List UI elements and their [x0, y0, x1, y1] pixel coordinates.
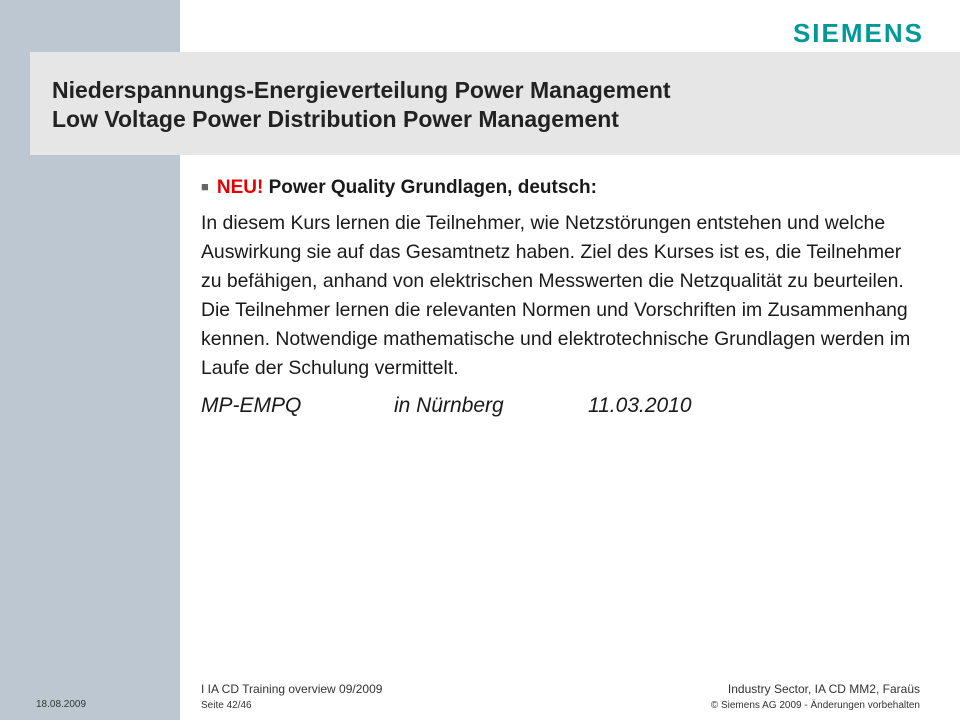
title-line-english: Low Voltage Power Distribution Power Management [52, 106, 619, 132]
course-heading [201, 174, 921, 203]
course-details [201, 391, 921, 421]
siemens-logo: SIEMENS [792, 18, 924, 48]
footer-course-overview: I IA CD Training overview 09/2009 [201, 682, 383, 696]
footer-organization: Industry Sector, IA CD MM2, Faraüs [727, 682, 920, 696]
course-code: MP-EMPQ [201, 394, 302, 417]
course-heading-text: Power Quality Grundlagen, deutsch: [263, 177, 597, 198]
slide-title [52, 76, 932, 134]
slide-content [201, 174, 921, 421]
footer-copyright: © Siemens AG 2009 - Änderungen vorbehalten [710, 700, 920, 711]
square-bullet-icon: ■ [201, 179, 209, 194]
footer-page-number: Seite 42/46 [201, 700, 252, 711]
title-line-german: Niederspannungs-Energieverteilung Power Management [52, 77, 671, 103]
course-description: In diesem Kurs lernen die Teilnehmer, wie Netzstörungen entstehen und welche Auswirkung sie auf das Gesamtnetz haben. Ziel des Kurses ist es, die Teilnehmer zu befähigen, anhand von elektrischen Messwerten die Netzqualität zu beurteilen. Die Teilnehmer lernen die relevanten Normen und Vorschriften im Zusammenhang kennen. Notwendige mathematische und elektrotechnische Grundlagen werden im Laufe der Schulung vermittelt. [201, 212, 911, 379]
course-location: in Nürnberg [394, 394, 504, 417]
new-badge: NEU! [216, 177, 264, 198]
footer-date: 18.08.2009 [36, 699, 87, 710]
course-date: 11.03.2010 [588, 394, 692, 417]
